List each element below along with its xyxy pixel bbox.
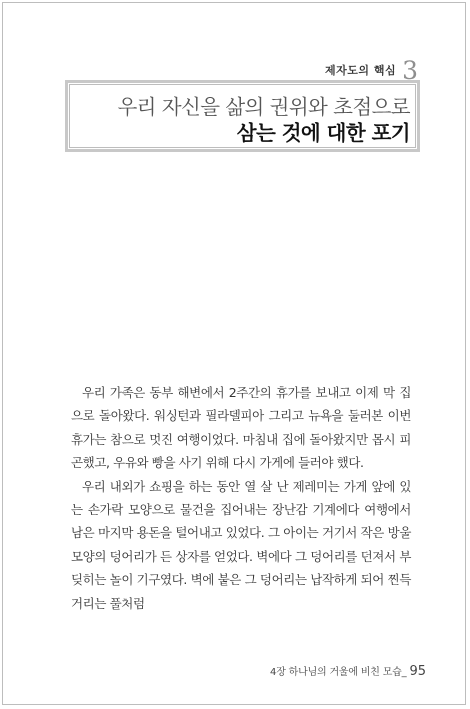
page-footer [270, 663, 426, 679]
title-line-2: 삼는 것에 대한 포기 [236, 121, 410, 145]
body-text [71, 381, 411, 615]
running-footer: 4장 하나님의 거울에 비친 모습_ [270, 667, 407, 678]
chapter-label: 제자도의 핵심 [325, 64, 397, 77]
chapter-header [325, 56, 418, 85]
paragraph: 우리 가족은 동부 해변에서 2주간의 휴가를 보내고 이제 막 집으로 돌아왔다. 워싱턴과 필라델피아 그리고 뉴욕을 둘러본 이번 휴가는 참으로 멋진 여행이었다. 마침내 집에 돌아왔지만 몹시 피곤했고, 우유와 빵을 사기 위해 다시 가게에 들러야 했다. [71, 385, 411, 471]
chapter-number: 3 [402, 56, 418, 85]
title-line-1: 우리 자신을 삶의 권위와 초점으로 [117, 95, 410, 119]
page-number: 95 [409, 664, 426, 679]
paragraph: 우리 내외가 쇼핑을 하는 동안 열 살 난 제레미는 가게 앞에 있는 손가락 모양으로 물건을 집어내는 장난감 기계에다 여행에서 남은 마지막 용돈을 털어내고 있었다. 그 아이는 거기서 작은 방울 모양의 덩어리가 든 상자를 얻었다. 벽에다 그 덩어리를 던져서 부딪히는 놀이 기구였다. 벽에 붙은 그 덩어리는 납작하게 되어 찐득거리는 풀처럼 [71, 478, 411, 611]
